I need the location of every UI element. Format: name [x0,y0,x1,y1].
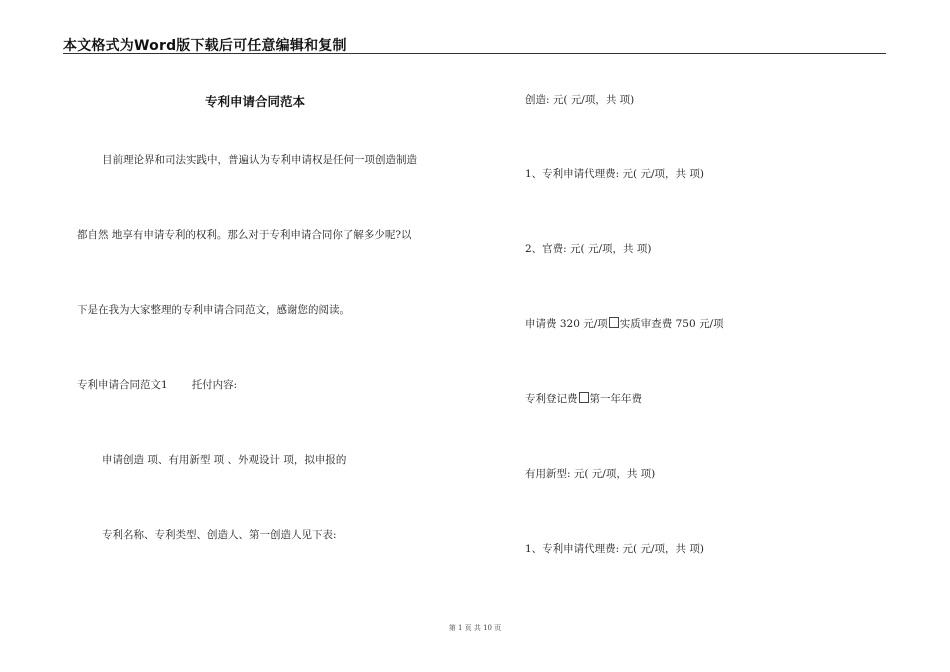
checkbox-glyph-icon [579,392,589,403]
header-divider [63,53,886,54]
fee-line: 创造: 元( 元/项，共 项) [525,94,635,106]
section-heading [77,378,237,392]
checkbox-glyph-icon [609,317,619,328]
fee-item: 第一年年费 [589,393,642,405]
paragraph-line: 目前理论界和司法实践中，普遍认为专利申请权是任何一项创造制造 [102,154,417,166]
fee-item: 专利登记费 [525,393,578,405]
fee-item: 申请费 320 元/项 [525,318,608,330]
paragraph-line: 专利名称、专利类型、创造人、第一创造人见下表: [102,529,337,541]
fee-line: 1、专利申请代理费: 元( 元/项，共 项) [525,543,704,555]
document-banner: 本文格式为Word版下载后可任意编辑和复制 [63,38,347,54]
fee-item: 实质审查费 750 元/项 [619,318,724,330]
fee-line: 有用新型: 元( 元/项，共 项) [525,468,656,480]
section-heading-title: 专利申请合同范文1 [77,379,168,391]
fee-line [525,317,724,331]
paragraph-line: 下是在我为大家整理的专利申请合同范文，感谢您的阅读。 [77,304,350,316]
paragraph-line: 都自然 地享有申请专利的权利。那么对于专利申请合同你了解多少呢?以 [77,229,412,241]
section-heading-subtitle: 托付内容: [191,379,238,391]
fee-line: 1、专利申请代理费: 元( 元/项，共 项) [525,168,704,180]
fee-line: 2、官费: 元( 元/项，共 项) [525,243,652,255]
page-title: 专利申请合同范本 [205,94,306,109]
paragraph-line: 申请创造 项、有用新型 项 、外观设计 项，拟申报的 [102,454,347,466]
page-number: 第 1 页 共 10 页 [448,624,502,632]
fee-line [525,392,642,406]
